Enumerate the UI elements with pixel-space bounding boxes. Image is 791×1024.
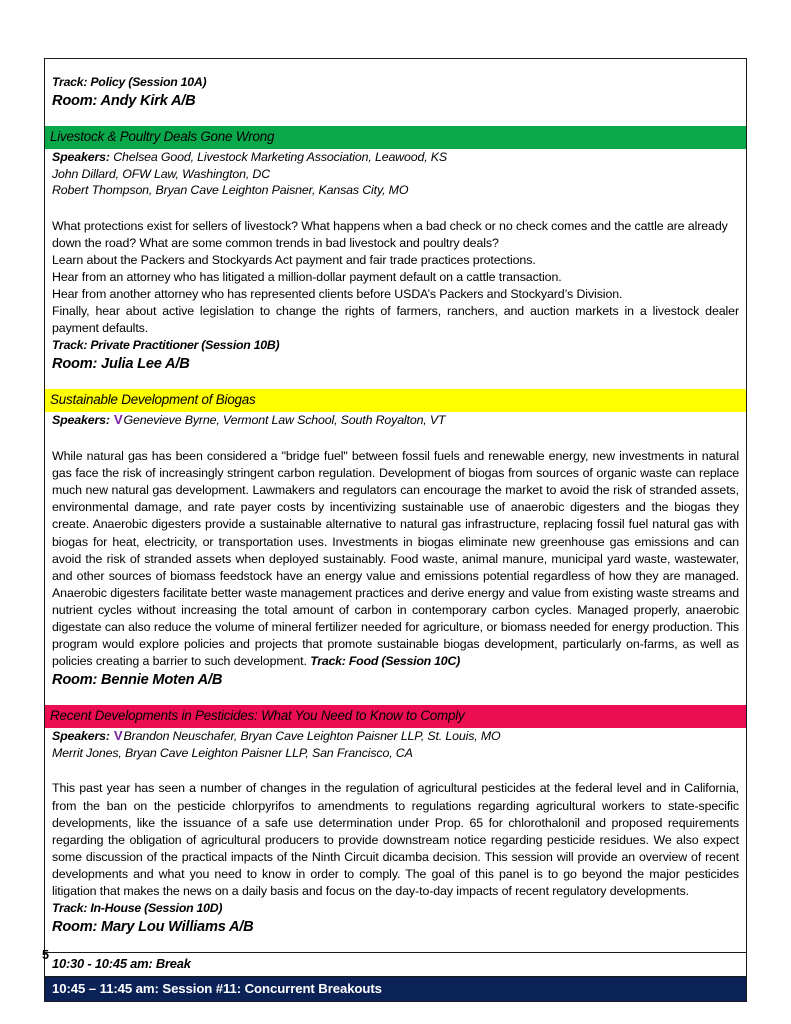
- description-text: While natural gas has been considered a "bridge fuel" between fossil fuels and renewable energy, new investments in natural gas face the risk of increasingly stringent carbon regulation. Development of biogas from sources of organic waste can replace much new natural gas development. Lawmakers and regulators can encourage the market to avoid the risk of stranded assets, environmental damage, and rate payer costs by incentivizing sustainable use of anaerobic digesters and the biogas they create. Anaerobic digesters provide a sustainable alternative to natural gas infrastructure, replacing fossil fuel natural gas with biogas for heat, electricity, or transportation uses. Investments in biogas eliminate new greenhouse gas emissions and can avoid the risk of stranded assets when deployed sustainably. Food waste, animal manure, municipal yard waste, wastewater, and other sources of biomass feedstock have an energy value and emissions potential regardless of how they are managed. Anaerobic digesters facilitate better waste management practices and derive energy and value from existing waste streams and nutrient cycles without increasing the total amount of carbon in contemporary carbon cycles. Managed properly, anaerobic digestate can also reduce the volume of mineral fertilizer needed for agriculture, or biomass needed for energy production. This program would explore policies and projects that promote sustainable biogas development, particularly on-farms, as well as policies creating a barrier to such development.: [52, 449, 739, 669]
- track-label-private-practitioner: Track: Private Practitioner (Session 10B): [52, 338, 280, 353]
- speakers-line: [52, 412, 739, 429]
- session-description: Hear from another attorney who has represented clients before USDA’s Packers and Stockyard’s Division.: [52, 287, 623, 302]
- virtual-marker-icon: V: [113, 728, 123, 744]
- schedule-row-break: 10:30 - 10:45 am: Break: [52, 956, 191, 972]
- session-description: What protections exist for sellers of livestock? What happens when a bad check or no check comes and the cattle are already down the road? What are some common trends in bad livestock and poultry deals?: [52, 218, 728, 250]
- page-number: 5: [42, 948, 50, 962]
- speakers-line: John Dillard, OFW Law, Washington, DC: [52, 166, 271, 181]
- session-title-recent-pesticides: Recent Developments in Pesticides: What You Need to Know to Comply: [45, 705, 746, 728]
- agenda-table: [44, 58, 747, 1002]
- session-title-livestock-poultry: Livestock & Poultry Deals Gone Wrong: [45, 126, 746, 149]
- room-label-bennie-moten: Room: Bennie Moten A/B: [52, 672, 223, 689]
- speakers-line: Robert Thompson, Bryan Cave Leighton Paisner, Kansas City, MO: [52, 183, 409, 198]
- speakers-line: Merrit Jones, Bryan Cave Leighton Paisner LLP, San Francisco, CA: [52, 745, 413, 760]
- track-label-policy: Track: Policy (Session 10A): [52, 75, 207, 89]
- session-title-sustainable-biogas: Sustainable Development of Biogas: [45, 389, 746, 412]
- speakers-line: [52, 149, 739, 166]
- schedule-row-session-11: 10:45 – 11:45 am: Session #11: Concurrent Breakouts: [45, 977, 746, 1001]
- session-block-10a: [45, 59, 746, 126]
- session-10c-details: [45, 728, 746, 952]
- speakers-label: Speakers:: [52, 729, 110, 744]
- session-description: Hear from an attorney who has litigated a million-dollar payment default on a cattle transaction.: [52, 270, 562, 285]
- room-label-andy-kirk: Room: Andy Kirk A/B: [52, 93, 196, 109]
- inline-track-label: Track: Food (Session 10C): [310, 654, 461, 669]
- speakers-label: Speakers:: [52, 413, 110, 428]
- room-label-julia-lee: Room: Julia Lee A/B: [52, 356, 190, 373]
- session-description: This past year has seen a number of changes in the regulation of agricultural pesticides at the federal level and in California, from the ban on the pesticide chlorpyrifos to amendments to regulations regarding agricultural workers to state-specific developments, like the issuance of a safe use determination under Prop. 65 for chlorothalonil and proposed requirements regarding the obligation of agricultural producers to provide downstream notice regarding pesticide residues. We also expect some discussion of the practical impacts of the Ninth Circuit dicamba decision. This session will provide an overview of recent developments and what you need to know in order to comply. The goal of this panel is to go beyond the major pesticides litigation that makes the news on a daily basis and focus on the day-to-day impacts of recent regulatory developments.: [52, 781, 739, 898]
- speaker-entry: Genevieve Byrne, Vermont Law School, South Royalton, VT: [123, 413, 446, 428]
- speaker-entry: Chelsea Good, Livestock Marketing Association, Leawood, KS: [113, 150, 448, 164]
- session-10b-details: [45, 412, 746, 705]
- speakers-label: Speakers:: [52, 150, 110, 164]
- room-label-mary-lou-williams: Room: Mary Lou Williams A/B: [52, 919, 254, 936]
- virtual-marker-icon: V: [113, 412, 123, 428]
- track-label-in-house: Track: In-House (Session 10D): [52, 901, 223, 916]
- session-description: Finally, hear about active legislation to change the rights of farmers, ranchers, and auction markets in a livestock dealer payment defaults.: [52, 304, 739, 336]
- session-description: Learn about the Packers and Stockyards Act payment and fair trade practices protections.: [52, 252, 536, 267]
- speaker-entry: Brandon Neuschafer, Bryan Cave Leighton Paisner LLP, St. Louis, MO: [123, 729, 501, 744]
- session-10a-details: [45, 149, 746, 389]
- speakers-line: [52, 728, 739, 745]
- session-description: [52, 448, 739, 670]
